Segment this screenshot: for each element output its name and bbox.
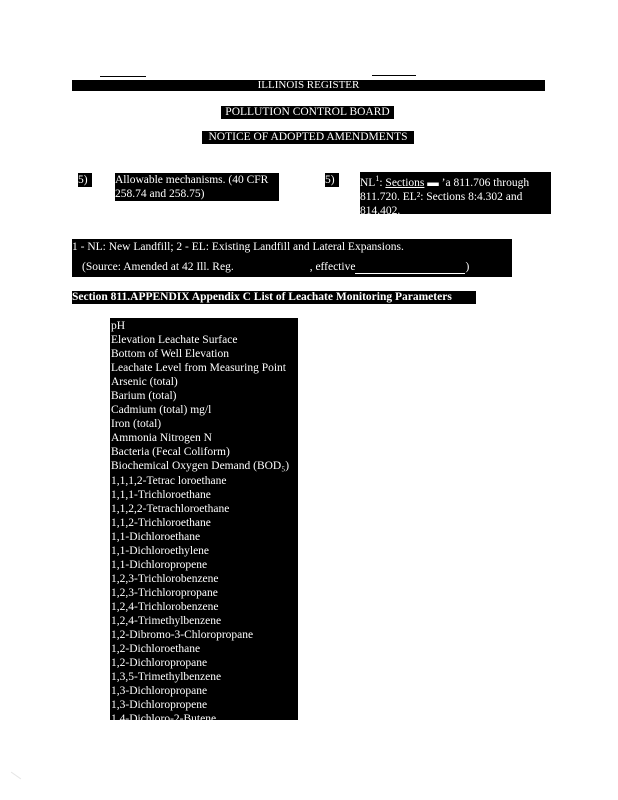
allowable-mechanisms-line2: 258.74 and 258.75) [115, 188, 205, 200]
parameter-item: 1,1-Dichloroethylene [111, 544, 210, 557]
header-rule-left [100, 76, 146, 77]
leachate-parameter-list [110, 318, 298, 726]
colon: : [379, 176, 386, 189]
parameter-item: Ammonia Nitrogen N [111, 432, 212, 445]
parameter-item: 1,2,3-Trichlorobenzene [111, 572, 219, 585]
section-title: Section 811.APPENDIX Appendix C List of Leachate Monitoring Parameters [72, 291, 476, 304]
register-title: ILLINOIS REGISTER [257, 79, 360, 91]
nl-sections-line3: 814.402. [360, 204, 401, 217]
footnote-block [72, 239, 512, 277]
parameter-item: 1,2-Dibromo-3-Chloropropane [111, 629, 254, 642]
parameter-item: Biochemical Oxygen Demand (BOD₅) [111, 460, 290, 473]
parameter-item: 1,1-Dichloroethane [111, 530, 201, 543]
nl-abbr: NL [360, 176, 376, 189]
parameter-item: Arsenic (total) [111, 376, 178, 389]
effective-date-blank [355, 263, 465, 274]
parameter-item: Iron (total) [111, 418, 162, 431]
source-line [72, 254, 512, 274]
parameter-item: 1,2-Dichloropropane [111, 657, 208, 670]
parameter-item: pH [111, 320, 126, 332]
parameter-item: 1,1,2-Trichloroethane [111, 516, 211, 529]
parameter-item: 1,4-Dichloro-2-Butene [111, 713, 217, 726]
effective-text: , effective [309, 261, 356, 273]
parameter-item: 1,3-Dichloropropene [111, 699, 208, 712]
source-close: ) [465, 261, 470, 273]
allowable-mechanisms-line1: Allowable mechanisms. (40 CFR [115, 174, 269, 186]
parameter-item: 1,3,5-Trimethylbenzene [111, 671, 222, 684]
parameter-item: 1,3-Dichloropropane [111, 685, 208, 698]
footnote-marker-1: 1 [375, 174, 380, 183]
nl-sections-line2: 811.720. EL²: Sections 8:4.302 and [360, 190, 523, 203]
item-number-left: 5) [78, 173, 92, 187]
item-number-right: 5) [325, 173, 339, 187]
parameter-item: Bottom of Well Elevation [111, 348, 229, 361]
header-rule-right [372, 75, 416, 76]
parameter-item: 1,1,2,2-Tetrachloroethane [111, 502, 230, 515]
nl-sections-line1 [360, 172, 551, 190]
notice-title: NOTICE OF ADOPTED AMENDMENTS [202, 131, 414, 144]
parameter-item: Leachate Level from Measuring Point [111, 362, 286, 375]
register-title-bar [72, 80, 545, 91]
parameter-item: Bacteria (Fecal Coliform) [111, 446, 230, 459]
parameter-item: 1,1,1,2-Tetrac loroethane [111, 474, 227, 487]
parameter-item: Cadmium (total) mg/l [111, 404, 212, 417]
parameter-item: Elevation Leachate Surface [111, 334, 238, 347]
sections-link[interactable]: Sections [385, 176, 425, 189]
parameter-item: 1,2,4-Trichlorobenzene [111, 600, 219, 613]
parameter-item: 1,2,4-Trimethylbenzene [111, 614, 222, 627]
footnote-text: 1 - NL: New Landfill; 2 - EL: Existing Landfill and Lateral Expansions. [72, 241, 404, 253]
parameter-item: 1,1,1-Trichloroethane [111, 488, 211, 501]
allowable-mechanisms-text [115, 173, 279, 201]
parameter-item: 1,1-Dichloropropene [111, 558, 208, 571]
parameter-item: Barium (total) [111, 390, 177, 403]
parameter-item: 1,2,3-Trichloropropane [111, 586, 218, 599]
scan-artifact [11, 772, 21, 780]
source-text: (Source: Amended at 42 Ill. Reg. [82, 261, 234, 273]
board-title: POLLUTION CONTROL BOARD [221, 106, 394, 119]
nl-sections-text [360, 172, 551, 217]
nl-sections-range: ▬ ’a 811.706 through [424, 176, 530, 189]
parameter-item: 1,2-Dichloroethane [111, 643, 201, 656]
